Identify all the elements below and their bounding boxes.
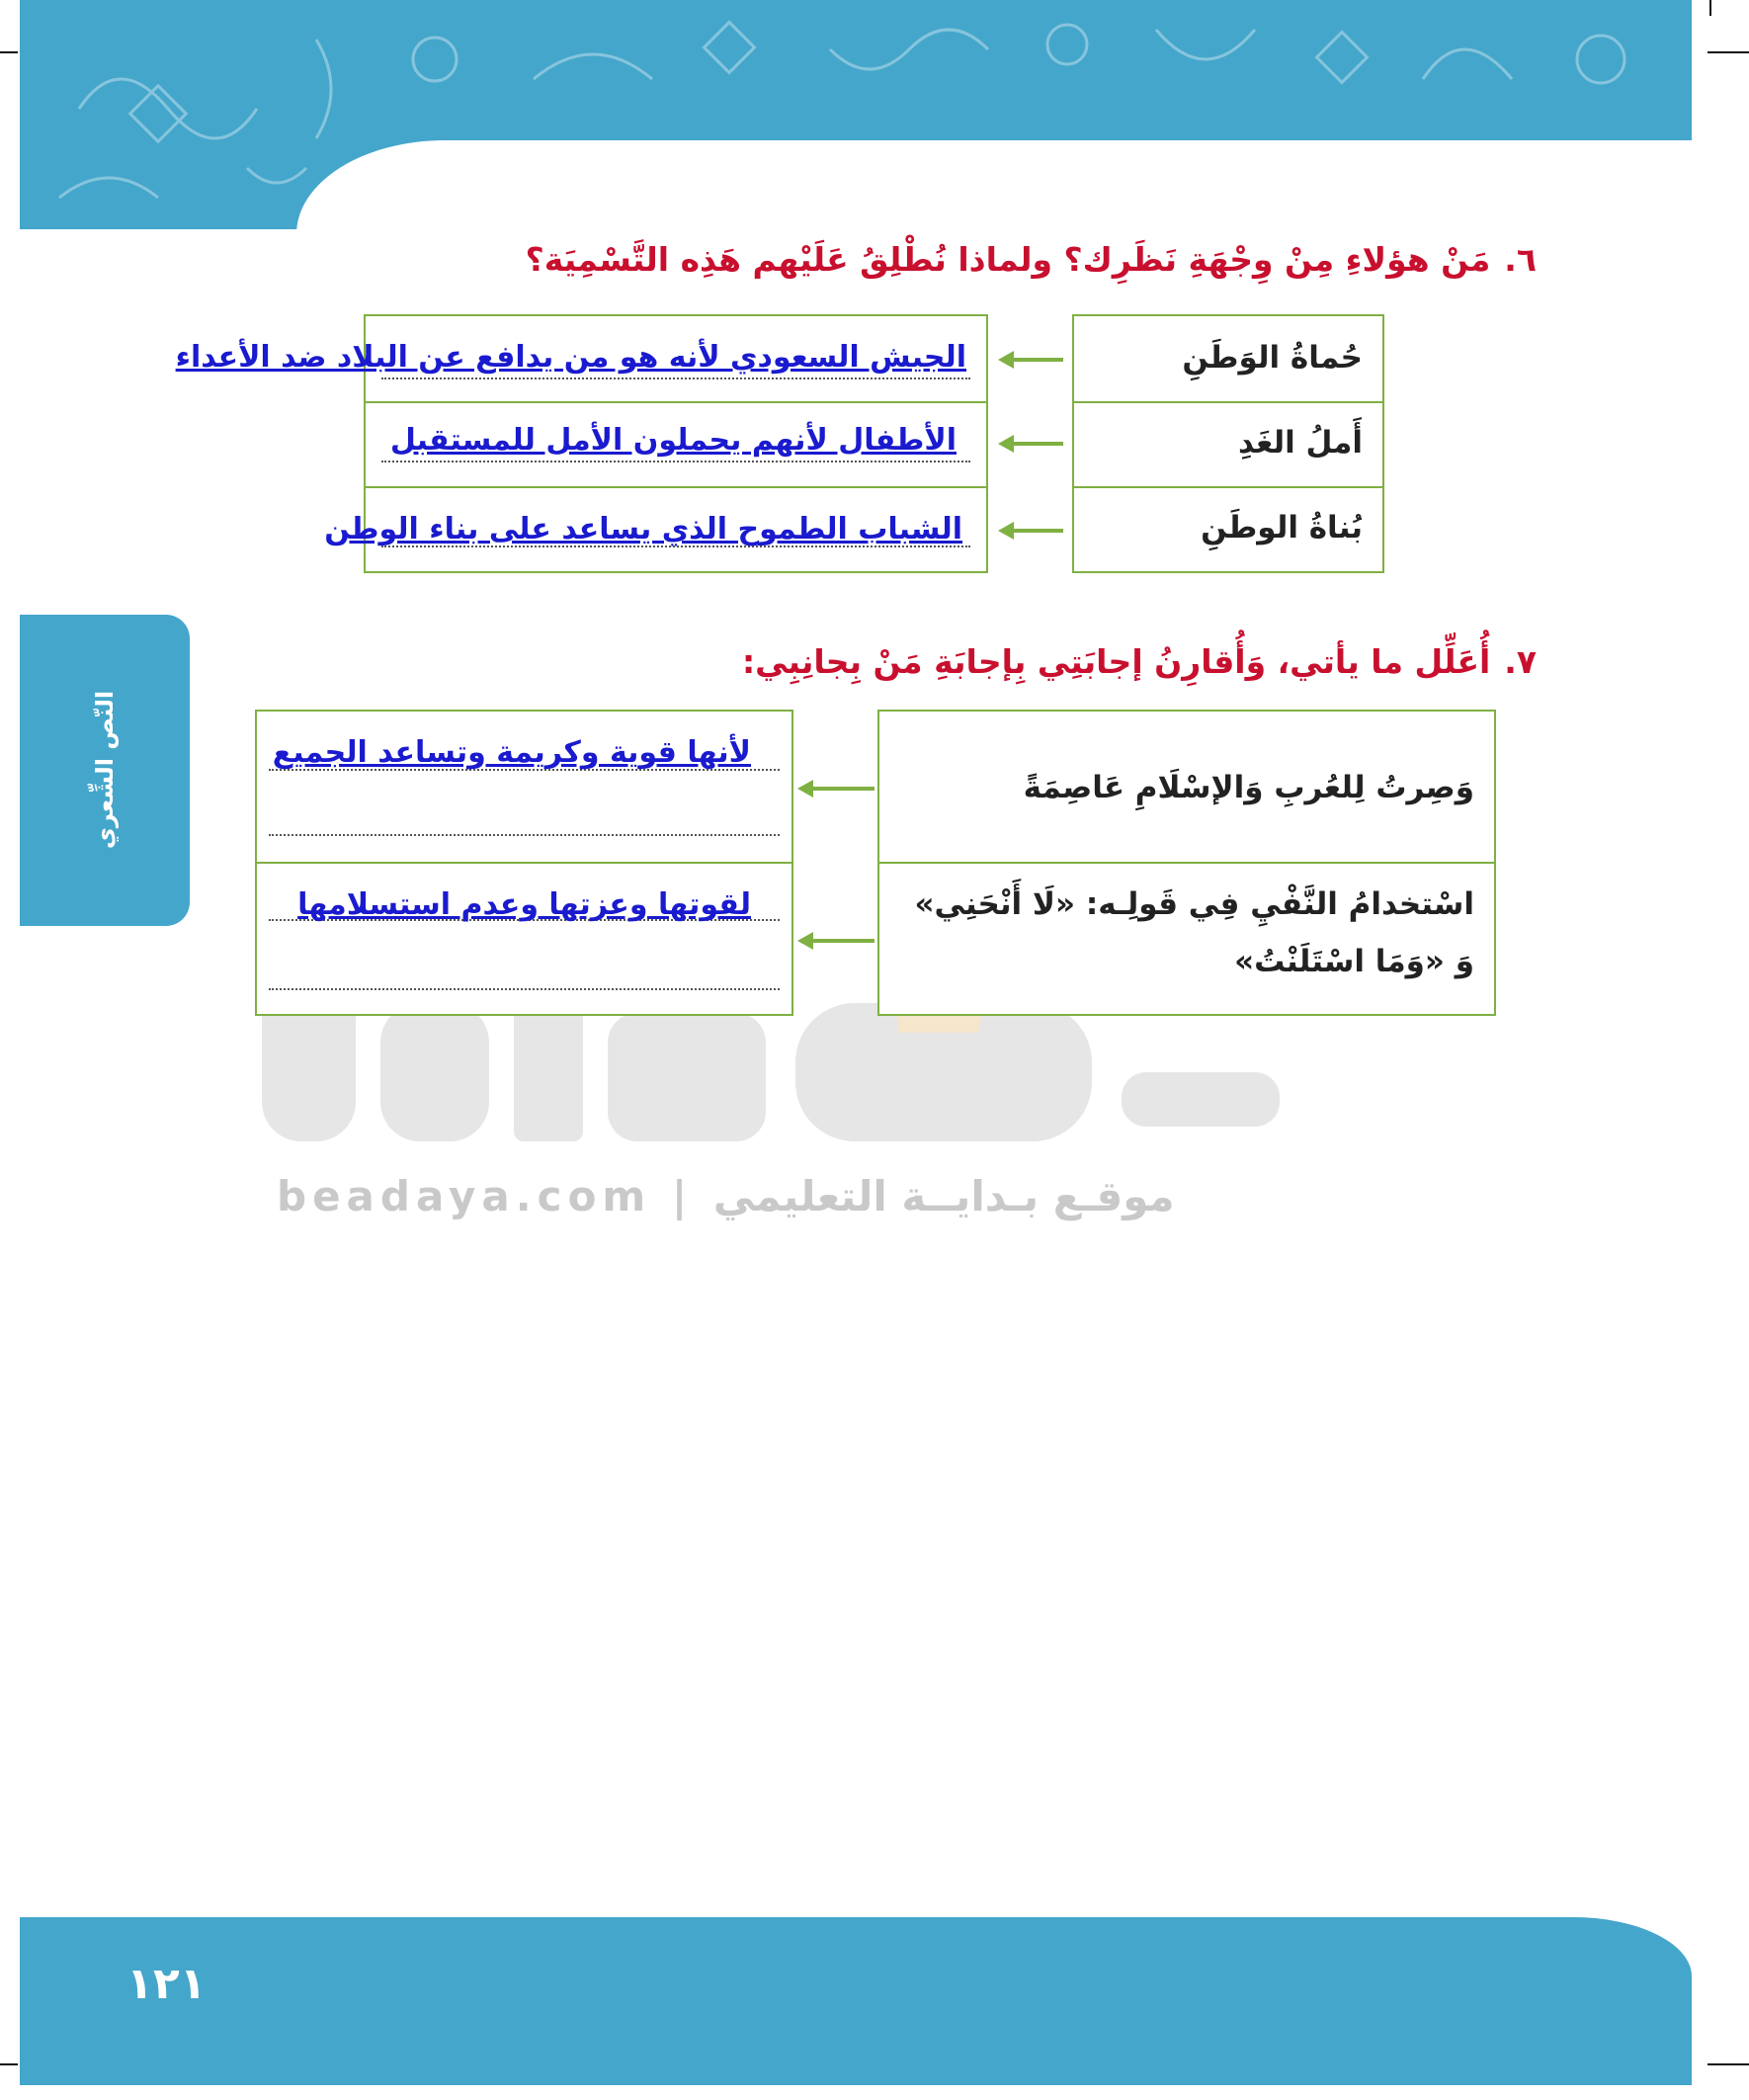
q6-term-3: بُناةُ الوطَنِ xyxy=(1201,510,1363,546)
q7-statement-1: وَصِرتُ لِلعُربِ وَالإسْلَامِ عَاصِمَةً xyxy=(1023,770,1474,805)
question-6-number: ٦. xyxy=(1504,240,1537,279)
row-separator xyxy=(1074,401,1382,403)
answer-line xyxy=(269,988,780,990)
statements-box-q7 xyxy=(877,710,1496,1016)
question-7-text: أُعَلِّل ما يأتي، وَأُقارِنُ إجابَتِي بِإجابَةِ مَنْ بِجانِبِي: xyxy=(741,642,1491,681)
crop-mark xyxy=(0,2063,18,2065)
footer-band xyxy=(20,1917,1692,2085)
crop-mark xyxy=(0,51,18,53)
q7-answer-1: لأنها قوية وكريمة وتساعد الجميع xyxy=(272,735,751,770)
row-separator xyxy=(257,862,791,864)
crop-mark xyxy=(1707,51,1749,53)
question-7 xyxy=(742,642,1537,681)
q6-answer-2: الأطفال لأنهم يحملون الأمل للمستقبل xyxy=(389,423,957,458)
q6-answer-3: الشباب الطموح الذي يساعد على بناء الوطن xyxy=(324,512,962,546)
question-7-number: ٧. xyxy=(1504,642,1537,681)
crop-mark xyxy=(1707,2063,1749,2065)
arrow-left-icon xyxy=(795,929,876,953)
side-tab-label: النّص الشِّعري xyxy=(91,690,119,850)
arrow-left-icon xyxy=(996,432,1065,456)
q6-term-1: حُماةُ الوَطَنِ xyxy=(1182,340,1363,376)
row-separator xyxy=(366,401,986,403)
q6-answer-1: الجيش السعودي لأنه هو من يدافع عن البلاد ضد الأعداء xyxy=(175,340,966,375)
crop-mark xyxy=(1709,0,1711,16)
watermark-text: beadaya.com | موقـع بـدايــة التعليمي xyxy=(277,1172,1175,1220)
q7-answer-2: لقوتها وعزتها وعدم استسلامها xyxy=(297,887,751,922)
arrow-left-icon xyxy=(996,519,1065,543)
arrow-left-icon xyxy=(795,777,876,800)
question-6 xyxy=(526,240,1537,279)
question-6-text: مَنْ هؤلاءِ مِنْ وِجْهَةِ نَظَرِك؟ ولماذا نُطْلِقُ عَلَيْهم هَذِه التَّسْمِيَة؟ xyxy=(525,240,1491,279)
answer-line xyxy=(269,834,780,836)
row-separator xyxy=(879,862,1494,864)
q7-statement-2: اسْتخدامُ النَّفْيِ فِي قَولِـه: «لَا أَنْحَنِي» وَ «وَمَا اسْتَلَنْتُ» xyxy=(914,886,1474,979)
page-number: ١٢١ xyxy=(126,1959,207,2009)
arrow-left-icon xyxy=(996,348,1065,372)
row-separator xyxy=(1074,486,1382,488)
answer-line xyxy=(381,461,970,462)
answer-line xyxy=(381,378,970,379)
row-separator xyxy=(366,486,986,488)
q6-term-2: أَملُ الغَدِ xyxy=(1238,425,1363,461)
terms-box-q6 xyxy=(1072,314,1384,573)
